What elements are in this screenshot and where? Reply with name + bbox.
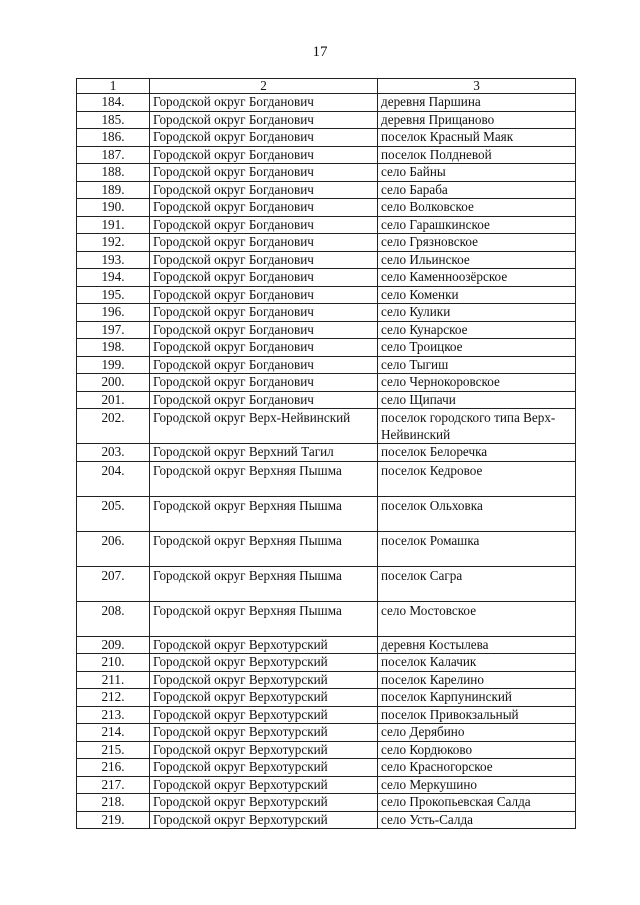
settlement-cell: село Прокопьевская Салда [378,794,576,812]
table-row [77,304,576,322]
settlement-cell: село Коменки [378,286,576,304]
district-cell: Городской округ Верхотурский [150,689,378,707]
table-row [77,654,576,672]
district-cell: Городской округ Верхотурский [150,654,378,672]
settlement-cell: село Байны [378,164,576,182]
settlement-cell: деревня Прищаново [378,111,576,129]
row-number-cell: 207. [77,566,150,601]
district-cell: Городской округ Верхний Тагил [150,444,378,462]
row-number-cell: 193. [77,251,150,269]
table-row [77,111,576,129]
district-cell: Городской округ Верхотурский [150,776,378,794]
table-row [77,706,576,724]
settlement-cell: деревня Паршина [378,94,576,112]
row-number-cell: 218. [77,794,150,812]
settlement-cell: поселок Ромашка [378,531,576,566]
district-cell: Городской округ Верхняя Пышма [150,601,378,636]
settlement-cell: село Мостовское [378,601,576,636]
settlement-cell: село Кунарское [378,321,576,339]
row-number-cell: 197. [77,321,150,339]
table-row [77,724,576,742]
table-row [77,181,576,199]
settlement-cell: село Волковское [378,199,576,217]
table-row [77,741,576,759]
row-number-cell: 190. [77,199,150,217]
row-number-cell: 203. [77,444,150,462]
row-number-cell: 201. [77,391,150,409]
district-cell: Городской округ Верхняя Пышма [150,531,378,566]
table-row [77,216,576,234]
settlement-cell: село Гарашкинское [378,216,576,234]
district-cell: Городской округ Богданович [150,181,378,199]
settlement-cell: село Ильинское [378,251,576,269]
settlement-cell: село Кордюково [378,741,576,759]
row-number-cell: 206. [77,531,150,566]
settlement-cell: село Усть-Салда [378,811,576,829]
settlement-cell: поселок Калачик [378,654,576,672]
row-number-cell: 204. [77,461,150,496]
table-row [77,759,576,777]
row-number-cell: 196. [77,304,150,322]
table-row [77,566,576,601]
table-row [77,269,576,287]
district-cell: Городской округ Верхотурский [150,759,378,777]
row-number-cell: 214. [77,724,150,742]
row-number-cell: 184. [77,94,150,112]
table-row [77,601,576,636]
district-cell: Городской округ Богданович [150,391,378,409]
district-cell: Городской округ Богданович [150,304,378,322]
settlement-cell: село Бараба [378,181,576,199]
row-number-cell: 211. [77,671,150,689]
district-cell: Городской округ Богданович [150,374,378,392]
settlement-cell: поселок Карпунинский [378,689,576,707]
district-cell: Городской округ Верхотурский [150,741,378,759]
settlement-cell: деревня Костылева [378,636,576,654]
table-row [77,286,576,304]
table-row [77,251,576,269]
settlement-cell: село Тыгиш [378,356,576,374]
district-cell: Городской округ Верхняя Пышма [150,461,378,496]
column-header-district: 2 [150,79,378,94]
district-cell: Городской округ Верхотурский [150,671,378,689]
row-number-cell: 191. [77,216,150,234]
row-number-cell: 189. [77,181,150,199]
settlement-cell: поселок Привокзальный [378,706,576,724]
table-row [77,531,576,566]
table-body [77,79,576,829]
settlement-cell: село Грязновское [378,234,576,252]
district-cell: Городской округ Богданович [150,356,378,374]
row-number-cell: 186. [77,129,150,147]
table-row [77,409,576,444]
district-cell: Городской округ Богданович [150,216,378,234]
table-header-row [77,79,576,94]
table-row [77,391,576,409]
settlement-cell: село Красногорское [378,759,576,777]
row-number-cell: 185. [77,111,150,129]
table-row [77,234,576,252]
district-cell: Городской округ Верхотурский [150,794,378,812]
district-cell: Городской округ Богданович [150,321,378,339]
table-row [77,461,576,496]
table-row [77,146,576,164]
table-row [77,636,576,654]
row-number-cell: 187. [77,146,150,164]
district-cell: Городской округ Богданович [150,269,378,287]
row-number-cell: 192. [77,234,150,252]
settlement-cell: поселок Белоречка [378,444,576,462]
table-row [77,689,576,707]
district-cell: Городской округ Богданович [150,339,378,357]
district-cell: Городской округ Богданович [150,146,378,164]
row-number-cell: 209. [77,636,150,654]
table-row [77,199,576,217]
table-row [77,321,576,339]
settlements-table [76,78,576,829]
table-row [77,164,576,182]
district-cell: Городской округ Богданович [150,111,378,129]
row-number-cell: 195. [77,286,150,304]
table-row [77,374,576,392]
district-cell: Городской округ Верхняя Пышма [150,496,378,531]
table-row [77,129,576,147]
settlement-cell: село Дерябино [378,724,576,742]
district-cell: Городской округ Богданович [150,234,378,252]
settlement-cell: поселок городского типа Верх-Нейвинский [378,409,576,444]
row-number-cell: 212. [77,689,150,707]
page-number: 17 [312,44,328,60]
row-number-cell: 208. [77,601,150,636]
table-row [77,339,576,357]
row-number-cell: 213. [77,706,150,724]
settlement-cell: село Кулики [378,304,576,322]
settlement-cell: село Щипачи [378,391,576,409]
district-cell: Городской округ Богданович [150,164,378,182]
district-cell: Городской округ Верх-Нейвинский [150,409,378,444]
district-cell: Городской округ Богданович [150,94,378,112]
settlement-cell: поселок Сагра [378,566,576,601]
row-number-cell: 205. [77,496,150,531]
district-cell: Городской округ Верхняя Пышма [150,566,378,601]
table-row [77,496,576,531]
row-number-cell: 202. [77,409,150,444]
table-row [77,794,576,812]
row-number-cell: 200. [77,374,150,392]
settlement-cell: поселок Кедровое [378,461,576,496]
table-row [77,356,576,374]
row-number-cell: 199. [77,356,150,374]
row-number-cell: 215. [77,741,150,759]
district-cell: Городской округ Верхотурский [150,724,378,742]
district-cell: Городской округ Богданович [150,199,378,217]
settlement-cell: поселок Красный Маяк [378,129,576,147]
row-number-cell: 219. [77,811,150,829]
table-row [77,671,576,689]
row-number-cell: 188. [77,164,150,182]
table-row [77,811,576,829]
row-number-cell: 210. [77,654,150,672]
district-cell: Городской округ Богданович [150,251,378,269]
district-cell: Городской округ Богданович [150,129,378,147]
row-number-cell: 194. [77,269,150,287]
settlement-cell: поселок Карелино [378,671,576,689]
row-number-cell: 198. [77,339,150,357]
district-cell: Городской округ Верхотурский [150,811,378,829]
table-row [77,776,576,794]
column-header-settlement: 3 [378,79,576,94]
district-cell: Городской округ Богданович [150,286,378,304]
district-cell: Городской округ Верхотурский [150,706,378,724]
settlement-cell: село Троицкое [378,339,576,357]
settlement-cell: поселок Ольховка [378,496,576,531]
district-cell: Городской округ Верхотурский [150,636,378,654]
settlement-cell: село Меркушино [378,776,576,794]
table-row [77,444,576,462]
table-row [77,94,576,112]
settlement-cell: село Чернокоровское [378,374,576,392]
row-number-cell: 216. [77,759,150,777]
settlement-cell: поселок Полдневой [378,146,576,164]
column-header-number: 1 [77,79,150,94]
settlement-cell: село Каменноозёрское [378,269,576,287]
row-number-cell: 217. [77,776,150,794]
